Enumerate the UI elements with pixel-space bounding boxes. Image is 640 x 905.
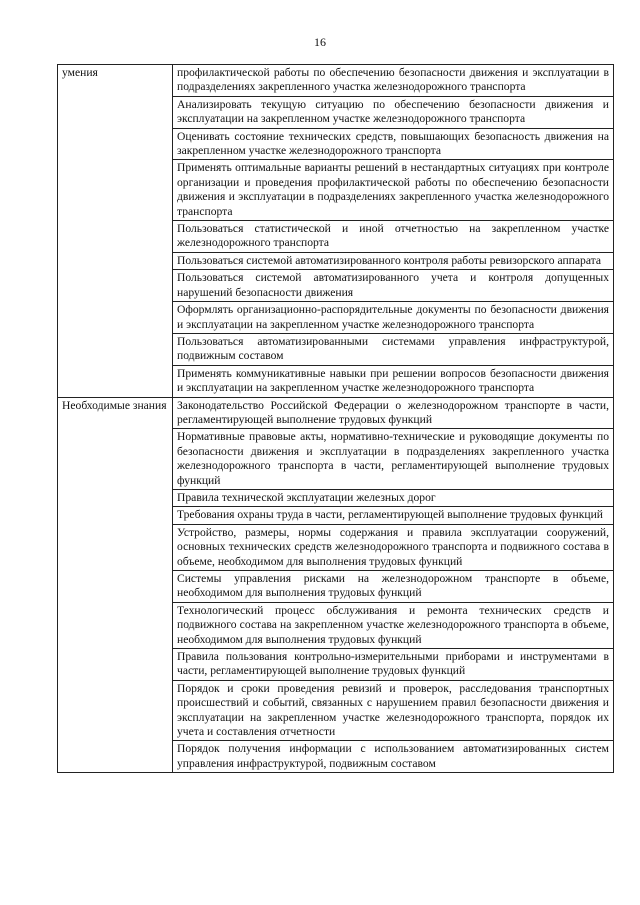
requirement-item: Правила пользования контрольно-измерительными приборами и инструментами в части, регламентирующей выполнение трудовых функций [173,649,614,681]
requirement-item: Применять коммуникативные навыки при решении вопросов безопасности движения и эксплуатации на закрепленном участке железнодорожного транспорта [173,365,614,397]
table-row [58,397,614,429]
requirement-item: Пользоваться статистической и иной отчетностью на закрепленном участке железнодорожного транспорта [173,221,614,253]
section-label: Необходимые знания [58,397,173,773]
table-row [58,65,614,97]
requirement-item: Системы управления рисками на железнодорожном транспорте в объеме, необходимом для выполнения трудовых функций [173,571,614,603]
requirement-item: Законодательство Российской Федерации о железнодорожном транспорте в части, регламентирующей выполнение трудовых функций [173,397,614,429]
page-number: 16 [314,35,326,49]
requirement-item: Применять оптимальные варианты решений в нестандартных ситуациях при контроле организации и проведения профилактической работы по обеспечению безопасности движения и эксплуатации в подразделениях закрепленного участка железнодорожного транспорта [173,160,614,221]
requirement-item: Пользоваться автоматизированными системами управления инфраструктурой, подвижным составом [173,333,614,365]
competency-table [57,64,614,773]
requirement-item: Пользоваться системой автоматизированного контроля работы ревизорского аппарата [173,252,614,269]
requirement-item: Оформлять организационно-распорядительные документы по безопасности движения и эксплуатации на закрепленном участке железнодорожного транспорта [173,302,614,334]
requirement-item: Анализировать текущую ситуацию по обеспечению безопасности движения и эксплуатации на закрепленном участке железнодорожного транспорта [173,96,614,128]
requirement-item: Пользоваться системой автоматизированного учета и контроля допущенных нарушений безопасности движения [173,270,614,302]
requirement-item: профилактической работы по обеспечению безопасности движения и эксплуатации в подразделениях закрепленного участка железнодорожного транспорта [173,65,614,97]
requirement-item: Порядок и сроки проведения ревизий и проверок, расследования транспортных происшествий и событий, связанных с нарушением правил безопасности движения и эксплуатации на закрепленном участке железнодорожного транспорта, порядок их учета и составления отчетности [173,680,614,741]
requirement-item: Устройство, размеры, нормы содержания и правила эксплуатации сооружений, основных технических средств железнодорожного транспорта и подвижного состава в объеме, необходимом для выполнения трудовых функций [173,524,614,570]
section-label: умения [58,65,173,398]
requirement-item: Технологический процесс обслуживания и ремонта технических средств и подвижного состава на закрепленном участке железнодорожного транспорта в объеме, необходимом для выполнения трудовых функций [173,602,614,648]
requirement-item: Нормативные правовые акты, нормативно-технические и руководящие документы по безопасности движения и эксплуатации в подразделениях закрепленного участка железнодорожного транспорта в части, регламентирующей выполнение трудовых функций [173,429,614,490]
requirement-item: Правила технической эксплуатации железных дорог [173,489,614,506]
requirement-item: Требования охраны труда в части, регламентирующей выполнение трудовых функций [173,507,614,524]
requirement-item: Оценивать состояние технических средств, повышающих безопасность движения на закрепленном участке железнодорожного транспорта [173,128,614,160]
requirement-item: Порядок получения информации с использованием автоматизированных систем управления инфраструктурой, подвижным составом [173,741,614,773]
